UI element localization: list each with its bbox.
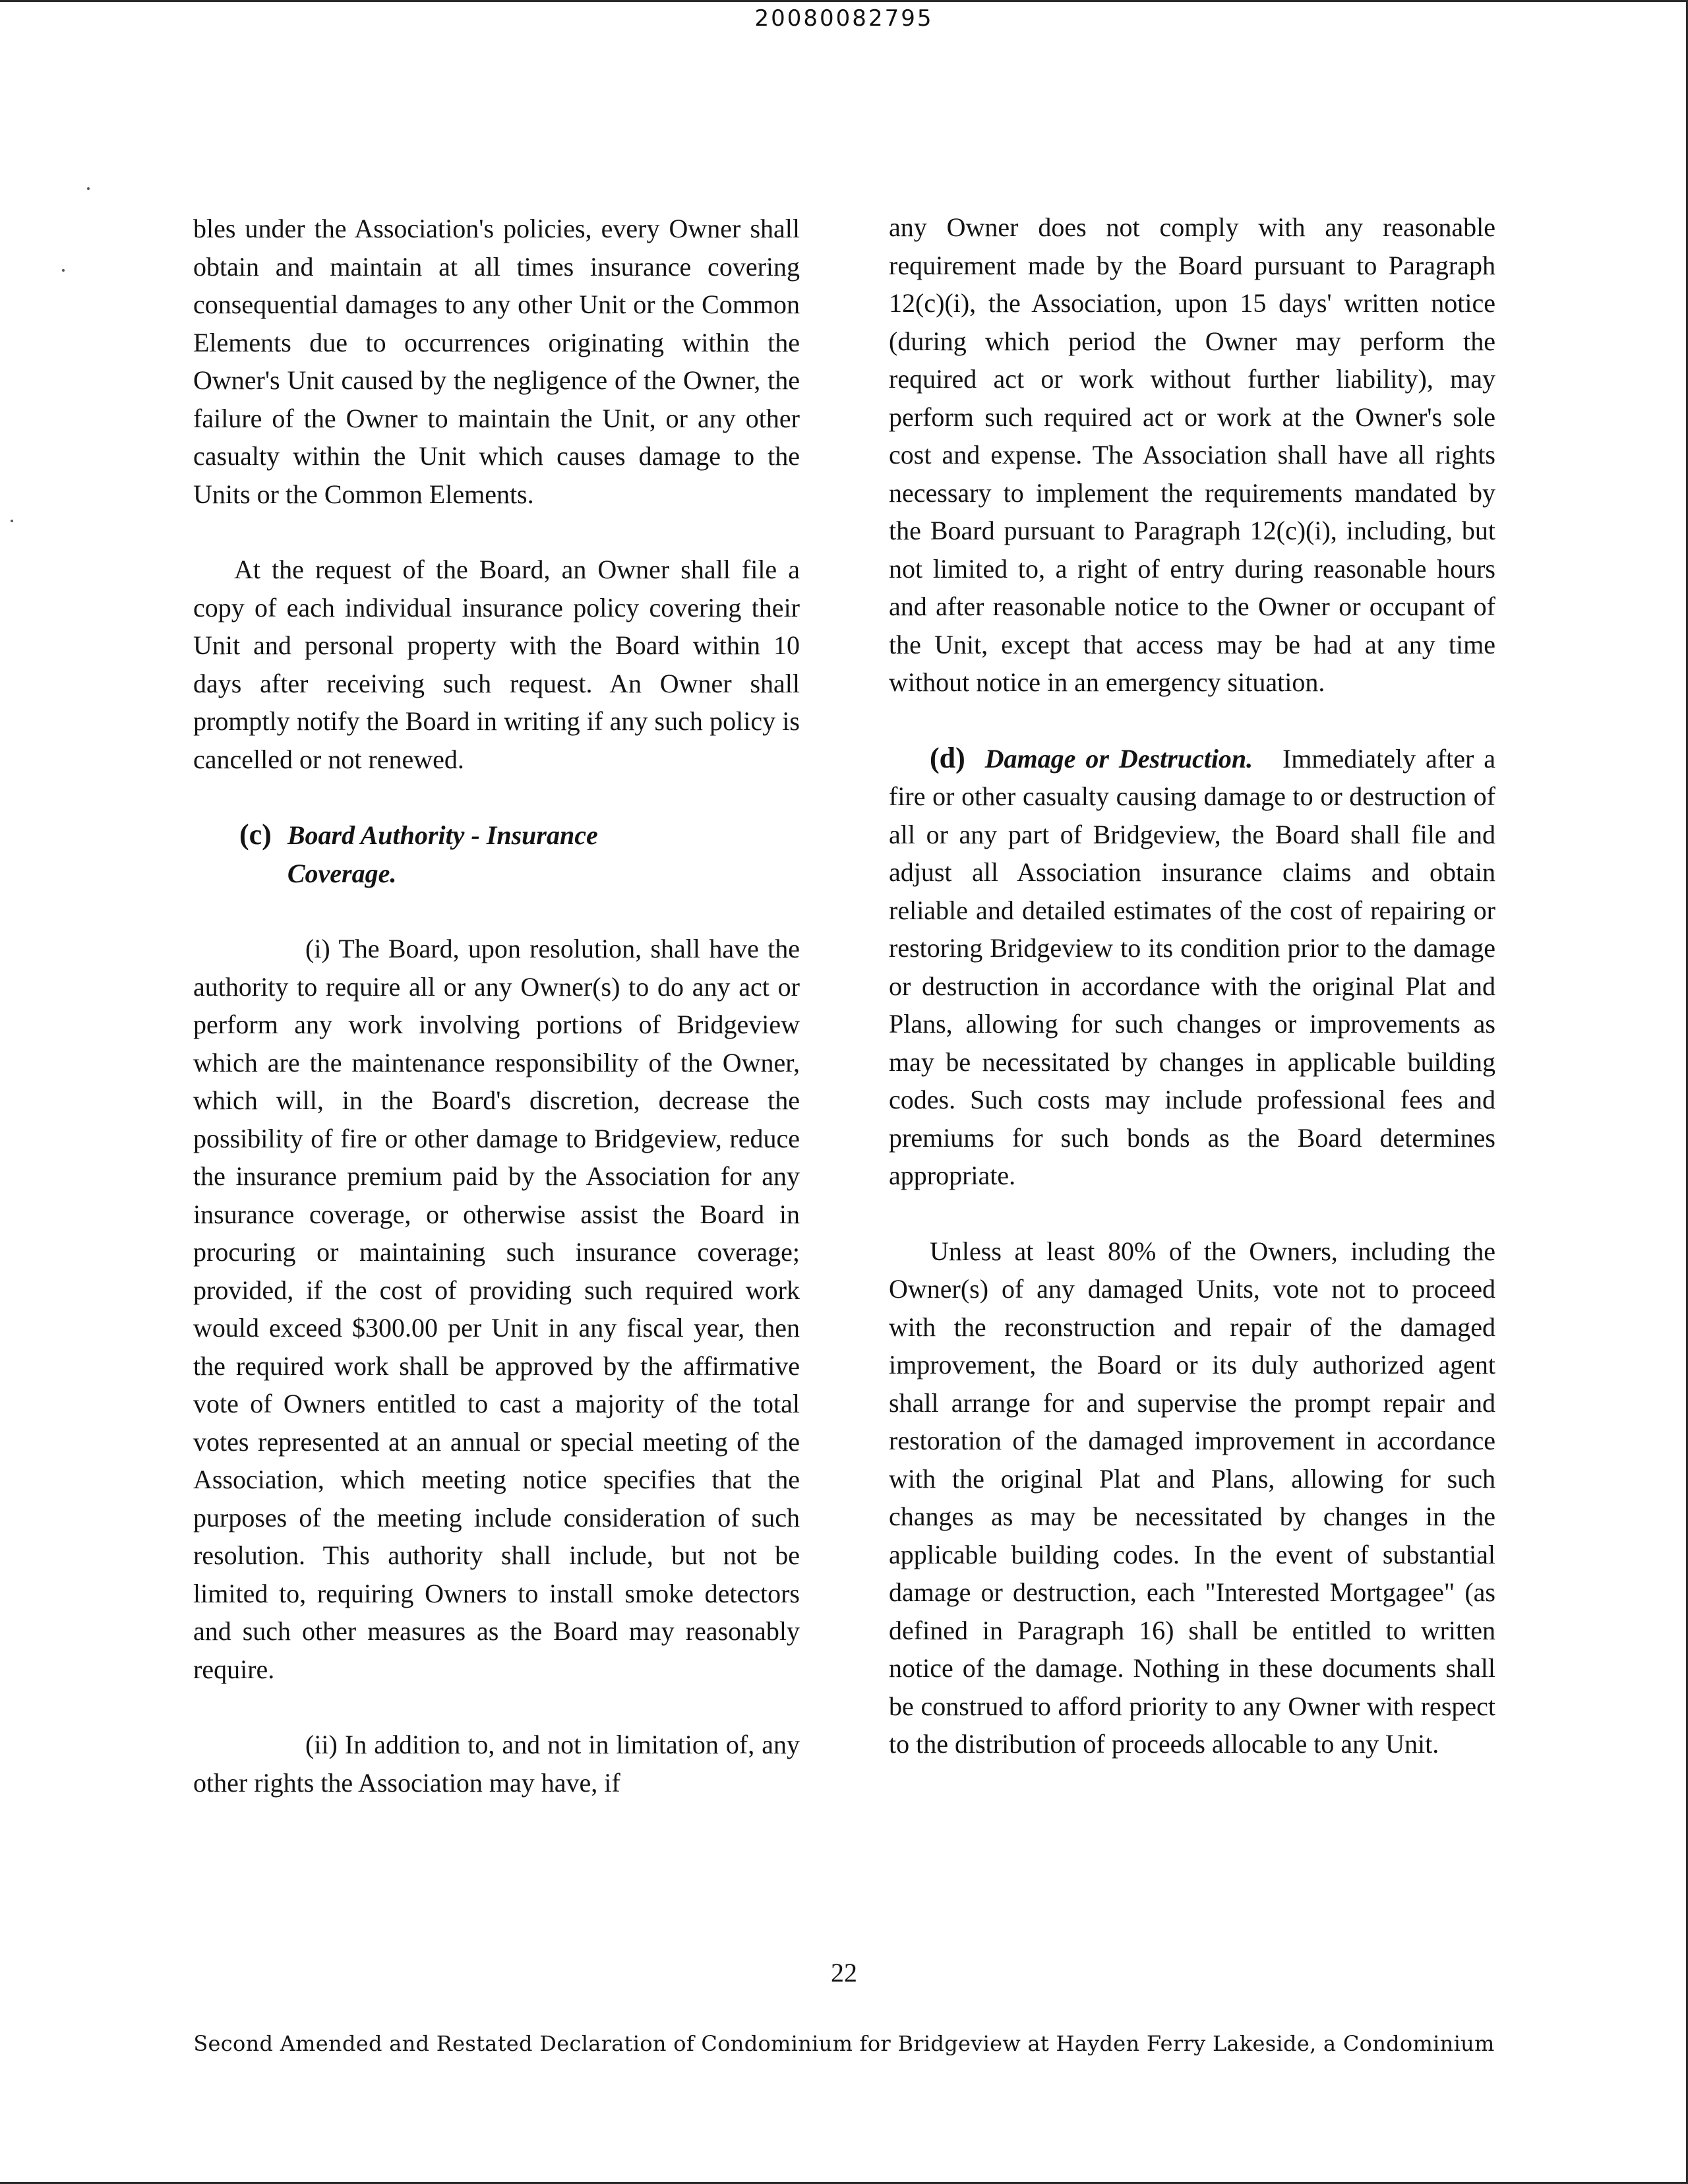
paragraph-policy-copy: At the request of the Board, an Owner shall file a copy of each individual insurance policy covering their Unit and personal property with the Board within 10 days after receiving such request. An Owner shall promptly notify the Board in writing if any such policy is cancelled or not renewed. xyxy=(193,555,800,774)
section-heading-d xyxy=(930,741,1253,774)
section-label: (d) xyxy=(930,741,965,774)
document-number: 20080082795 xyxy=(754,5,934,32)
paragraph-board-authority-i: (i) The Board, upon resolution, shall have the authority to require all or any Owner(s) to do any act or perform any work involving portions of Bridgeview which are the maintenance responsibility of the Owner, which will, in the Board's discretion, decrease the possibility of fire or other damage to Bridgeview, reduce the insurance premium paid by the Association for any insurance coverage, or otherwise assist the Board in procuring or maintaining such insurance coverage; provided, if the cost of providing such required work would exceed $300.00 per Unit in any fiscal year, then the required work shall be approved by the affirmative vote of Owners entitled to cast a majority of the total votes represented at an annual or special meeting of the Association, which meeting notice specifies that the purposes of the meeting include consideration of such resolution. This authority shall include, but not be limited to, requiring Owners to install smoke detectors and such other measures as the Board may reasonably require. xyxy=(193,934,800,1684)
section-title: Damage or Destruction. xyxy=(984,743,1253,774)
paragraph-text: Immediately after a fire or other casualty causing damage to or destruction of all or any part of Bridgeview, the Board shall file and adjust all Association insurance claims and obtain reliable and detailed estimates of the cost of repairing or restoring Bridgeview to its condition prior to the damage or destruction in accordance with the original Plat and Plans, allowing for such changes or improvements as may be necessitated by changes in applicable building codes. Such costs may include professional fees and premiums for such bonds as the Board determines appropriate. xyxy=(889,743,1496,1190)
right-column xyxy=(889,208,1495,1763)
section-heading-c xyxy=(193,816,800,892)
document-footer: Second Amended and Restated Declaration of Condominium for Bridgeview at Hayden Ferry Lakeside, a Condominium xyxy=(193,2031,1495,2056)
scan-speck xyxy=(62,269,65,272)
section-label: (c) xyxy=(239,818,272,851)
paragraph-consequential-damages: bles under the Association's policies, every Owner shall obtain and maintain at all times insurance covering consequential damages to any other Unit or the Common Elements due to occurrences originating within the Owner's Unit caused by the negligence of the Owner, the failure of the Owner to maintain the Unit, or any other casualty within the Unit which causes damage to the Units or the Common Elements. xyxy=(193,214,800,509)
paragraph-damage-destruction xyxy=(889,739,1495,1195)
left-column xyxy=(193,210,800,1802)
section-title: Board Authority - Insurance Coverage. xyxy=(287,820,598,888)
paragraph-owner-compliance: any Owner does not comply with any reasonable requirement made by the Board pursuant to Paragraph 12(c)(i), the Association, upon 15 days' written notice (during which period the Owner may perform the required act or work without further liability), may perform such required act or work at the Owner's sole cost and expense. The Association shall have all rights necessary to implement the requirements mandated by the Board pursuant to Paragraph 12(c)(i), including, but not limited to, a right of entry during reasonable hours and after reasonable notice to the Owner or occupant of the Unit, except that access may be had at any time without notice in an emergency situation. xyxy=(889,212,1495,697)
scan-speck xyxy=(87,187,90,190)
paragraph-reconstruction: Unless at least 80% of the Owners, including the Owner(s) of any damaged Units, vote not to proceed with the reconstruction and repair of the damaged improvement, the Board or its duly authorized agent shall arrange for and supervise the prompt repair and restoration of the damaged improvement in accordance with the original Plat and Plans, allowing for such changes as may be necessitated by changes in the applicable building codes. In the event of substantial damage or destruction, each "Interested Mortgagee" (as defined in Paragraph 16) shall be entitled to written notice of the damage. Nothing in these documents shall be construed to afford priority to any Owner with respect to the distribution of proceeds allocable to any Unit. xyxy=(889,1236,1495,1759)
scan-border-top xyxy=(0,0,1688,2)
page-number: 22 xyxy=(831,1958,857,1987)
paragraph-board-authority-ii: (ii) In addition to, and not in limitation of, any other rights the Association may have, if xyxy=(193,1730,800,1798)
scan-speck xyxy=(11,520,13,522)
